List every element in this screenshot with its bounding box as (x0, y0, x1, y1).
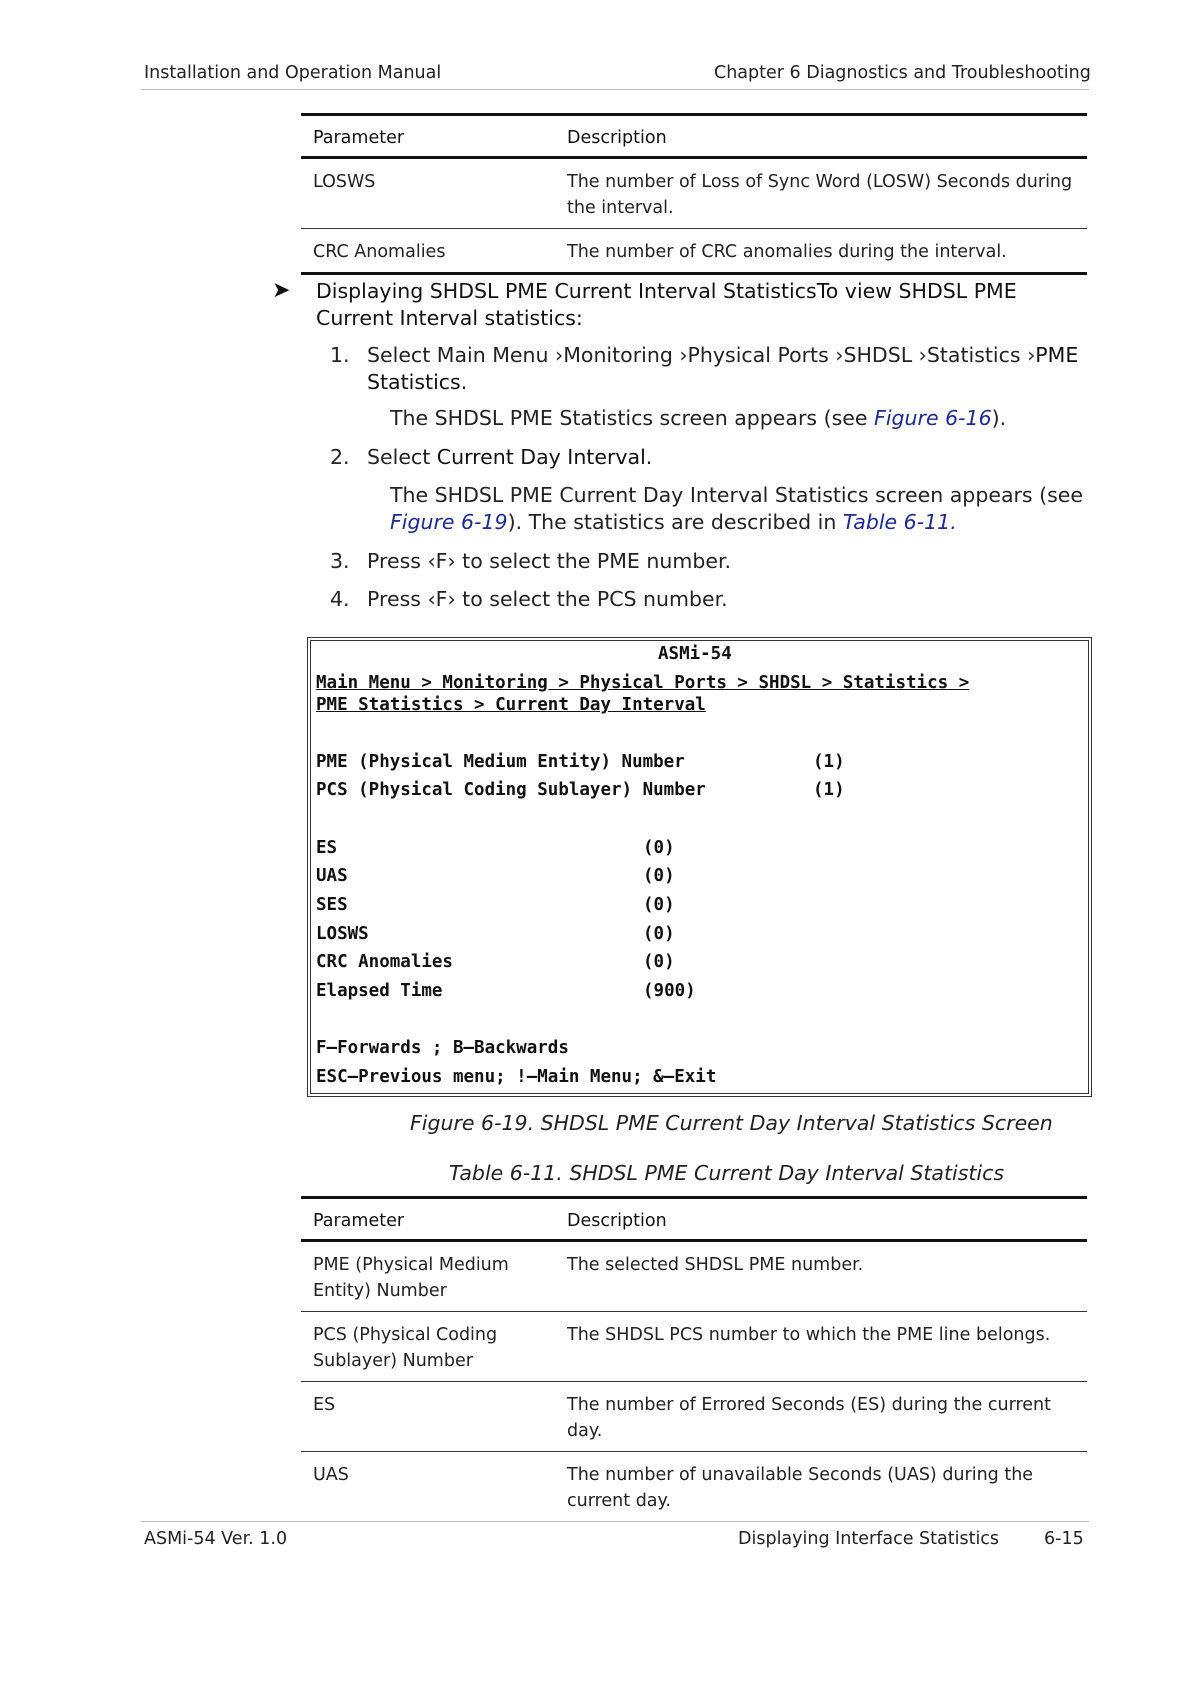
pme-number-label: PME (Physical Medium Entity) Number (316, 752, 685, 772)
screen-title: ASMi-54 (658, 644, 732, 664)
elapsed-time-value: (900) (643, 981, 696, 1001)
desc-cell: The number of CRC anomalies during the interval. (555, 229, 1087, 274)
crc-anomalies-value: (0) (643, 952, 675, 972)
step-2-note (390, 482, 1090, 536)
header-divider (141, 89, 1089, 90)
figure-6-16-link[interactable]: Figure 6-16 (874, 406, 992, 430)
step-text: Press ‹F› to select the PCS number. (367, 587, 728, 611)
desc-cell: The selected SHDSL PME number. (555, 1241, 1087, 1312)
step-1-note (390, 405, 1090, 432)
step-text (367, 444, 1087, 471)
column-header-description: Description (555, 1198, 1087, 1241)
desc-cell: The number of unavailable Seconds (UAS) during the current day. (555, 1452, 1087, 1522)
table-6-11-link[interactable]: Table 6-11 (842, 510, 951, 534)
uas-label: UAS (316, 866, 348, 886)
step-emphasis: Current Day Interval (436, 445, 646, 469)
footer-section-title: Displaying Interface Statistics (738, 1529, 1000, 1549)
step-4 (0, 586, 1191, 616)
step-emphasis: PME Statistics (367, 343, 1079, 394)
footer-product-version: ASMi-54 Ver. 1.0 (144, 1529, 288, 1549)
note-text: ). The statistics are described in (507, 510, 843, 534)
terminal-screen (307, 637, 1092, 1097)
table-header-row (301, 115, 1087, 158)
step-number: 2. (330, 445, 350, 469)
step-text (367, 342, 1087, 396)
column-header-description: Description (555, 115, 1087, 158)
screen-nav-forward-backward[interactable]: F–Forwards ; B–Backwards (316, 1038, 569, 1058)
crc-anomalies-label: CRC Anomalies (316, 952, 453, 972)
figure-6-19-link[interactable]: Figure 6-19 (390, 510, 508, 534)
note-text: The SHDSL PME Current Day Interval Statistics screen appears (see (390, 483, 1084, 507)
screen-breadcrumb-line2: PME Statistics > Current Day Interval (316, 695, 706, 715)
param-cell: LOSWS (301, 158, 555, 229)
table-row (301, 1241, 1087, 1312)
table-row (301, 158, 1087, 229)
table-header-row (301, 1198, 1087, 1241)
table-row (301, 1382, 1087, 1452)
footer-divider (141, 1521, 1089, 1522)
step-number: 4. (330, 587, 350, 611)
table-caption: Table 6-11. SHDSL PME Current Day Interval Statistics (449, 1161, 1005, 1185)
note-text: . (950, 510, 957, 534)
param-cell: UAS (301, 1452, 555, 1522)
desc-cell: The SHDSL PCS number to which the PME line belongs. (555, 1312, 1087, 1382)
param-cell: CRC Anomalies (301, 229, 555, 274)
param-cell: ES (301, 1382, 555, 1452)
param-cell: PCS (Physical Coding Sublayer) Number (301, 1312, 555, 1382)
statistics-parameter-table (301, 1196, 1087, 1522)
desc-cell: The number of Errored Seconds (ES) during the current day. (555, 1382, 1087, 1452)
step-2 (0, 444, 1191, 474)
note-text: The SHDSL PME Statistics screen appears (see (390, 406, 875, 430)
losws-value: (0) (643, 924, 675, 944)
step-3 (0, 548, 1191, 578)
step-number: 1. (330, 343, 350, 367)
table-row (301, 1452, 1087, 1522)
step-1 (0, 342, 1191, 402)
param-cell: PME (Physical Medium Entity) Number (301, 1241, 555, 1312)
header-manual-title: Installation and Operation Manual (144, 63, 442, 83)
ses-label: SES (316, 895, 348, 915)
step-text-part: Select (367, 445, 437, 469)
figure-caption: Figure 6-19. SHDSL PME Current Day Interval Statistics Screen (410, 1111, 1053, 1135)
table-row (301, 229, 1087, 274)
column-header-parameter: Parameter (301, 1198, 555, 1241)
step-text-part: . (460, 370, 468, 394)
es-label: ES (316, 838, 338, 858)
step-text-part: . (645, 445, 653, 469)
column-header-parameter: Parameter (301, 115, 555, 158)
screen-breadcrumb-line1: Main Menu > Monitoring > Physical Ports > SHDSL > Statistics > (316, 673, 970, 693)
desc-cell: The number of Loss of Sync Word (LOSW) Seconds during the interval. (555, 158, 1087, 229)
footer-page-number: 6-15 (1044, 1529, 1084, 1549)
es-value: (0) (643, 838, 675, 858)
table-row (301, 1312, 1087, 1382)
pcs-number-value[interactable]: (1) (813, 780, 845, 800)
top-parameter-table (301, 113, 1087, 275)
header-chapter-title: Chapter 6 Diagnostics and Troubleshooting (714, 63, 1091, 83)
step-text-part: Select Main Menu ›Monitoring ›Physical Ports ›SHDSL ›Statistics › (367, 343, 1036, 367)
pcs-number-label: PCS (Physical Coding Sublayer) Number (316, 780, 706, 800)
procedure-title: Displaying SHDSL PME Current Interval StatisticsTo view SHDSL PME Current Interval statistics: (316, 279, 1017, 330)
procedure-arrow-icon: ➤ (272, 278, 291, 303)
step-number: 3. (330, 549, 350, 573)
ses-value: (0) (643, 895, 675, 915)
uas-value: (0) (643, 866, 675, 886)
elapsed-time-label: Elapsed Time (316, 981, 443, 1001)
losws-label: LOSWS (316, 924, 369, 944)
note-text: ). (991, 406, 1007, 430)
pme-number-value[interactable]: (1) (813, 752, 845, 772)
step-text: Press ‹F› to select the PME number. (367, 549, 732, 573)
screen-nav-exit-options[interactable]: ESC–Previous menu; !–Main Menu; &–Exit (316, 1067, 717, 1087)
